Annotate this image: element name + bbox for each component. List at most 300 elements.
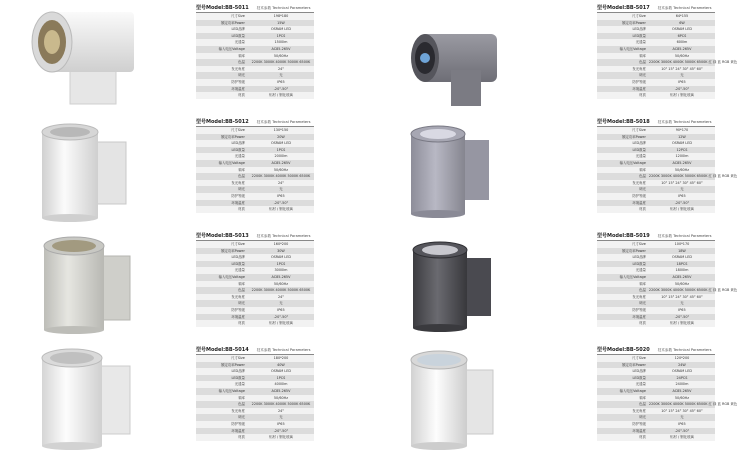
spec-value: 50/60Hz: [674, 53, 689, 58]
spec-label: LED数量: [231, 147, 245, 152]
spec-label: 防护等级: [632, 421, 646, 426]
params-header: 技术参数 Technical Parameters: [256, 234, 311, 238]
spec-value: 3000lm: [274, 268, 288, 273]
spec-label: 频率: [639, 53, 646, 58]
spec-value: 无: [680, 301, 684, 306]
spec-label: 环境温度: [632, 86, 646, 91]
spec-value: 120*200: [674, 356, 690, 360]
model-title: 型号Model:BB-5013: [196, 233, 249, 239]
spec-value: OSRAM LED: [270, 141, 291, 146]
spec-row: [196, 59, 314, 66]
spec-table: [196, 118, 314, 213]
spec-row: [196, 86, 314, 93]
spec-value: IP65: [277, 421, 285, 426]
spec-label: 环境温度: [231, 314, 245, 319]
spec-value: 198*180: [273, 14, 289, 18]
spec-label: 光通量: [635, 40, 646, 45]
spec-row: [597, 294, 715, 301]
spec-label: LED数量: [231, 375, 245, 380]
spec-value: 6PCS: [677, 33, 687, 38]
spec-row: [597, 368, 715, 375]
spec-row: [597, 140, 715, 147]
spec-table: [196, 232, 314, 327]
spec-label: 发光角度: [231, 408, 245, 413]
spec-value: 无: [279, 187, 283, 192]
spec-label: 材质: [238, 435, 245, 440]
spec-value: 160*200: [273, 242, 289, 246]
spec-row: [597, 160, 715, 167]
spec-value: 铝材 / 钢化玻璃: [670, 321, 694, 326]
spec-value: 铝材 / 钢化玻璃: [670, 93, 694, 98]
spec-table: [196, 346, 314, 441]
spec-value: 180*200: [273, 356, 289, 360]
spec-label: 频率: [238, 53, 245, 58]
spec-value: OSRAM LED: [671, 141, 692, 146]
product-bb-5019: [369, 228, 738, 342]
spec-label: 色温: [238, 60, 245, 65]
spec-row: [597, 274, 715, 281]
spec-row: [597, 355, 715, 362]
spec-value: 1PCS: [276, 147, 286, 152]
spec-row: [196, 241, 314, 248]
spec-value: AC85-265V: [672, 160, 692, 165]
spec-label: 材质: [238, 321, 245, 326]
spec-row: [597, 33, 715, 40]
product-bb-5020: [369, 342, 738, 456]
spec-label: LED品牌: [632, 27, 646, 32]
spec-rows: [196, 13, 314, 99]
spec-label: 防护等级: [632, 79, 646, 84]
spec-label: 环境温度: [231, 86, 245, 91]
spec-row: [196, 300, 314, 307]
spec-row: [597, 300, 715, 307]
spec-label: 额定功率Power: [221, 134, 245, 139]
spec-value: AC85-265V: [271, 274, 291, 279]
spec-row: [597, 92, 715, 99]
spec-value: 10° 15° 24° 30° 45° 60°: [661, 294, 703, 299]
spec-row: [597, 13, 715, 20]
spec-value: AC85-265V: [271, 46, 291, 51]
spec-row: [597, 86, 715, 93]
product-bb-5017: [369, 0, 738, 114]
spec-row: [597, 193, 715, 200]
spec-value: 10° 15° 24° 30° 45° 60°: [661, 66, 703, 71]
spec-row: [597, 241, 715, 248]
spec-value: IP65: [277, 79, 285, 84]
spec-label: 环境温度: [632, 314, 646, 319]
spec-table: [597, 232, 738, 327]
spec-rows: [196, 241, 314, 327]
spec-value: 18W: [678, 248, 686, 253]
spec-label: 环境温度: [632, 428, 646, 433]
spec-value: -20°-50°: [273, 86, 289, 91]
spec-row: [597, 186, 715, 193]
spec-label: 频率: [639, 167, 646, 172]
spec-value: OSRAM LED: [270, 27, 291, 32]
spec-rows: [597, 127, 738, 213]
spec-value: 15W: [277, 20, 285, 25]
spec-label: 光通量: [234, 382, 245, 387]
spec-row: [196, 193, 314, 200]
spec-row: [196, 267, 314, 274]
spec-value: 64*155: [675, 14, 689, 18]
spec-value: 铝材 / 钢化玻璃: [269, 321, 293, 326]
spec-row: [597, 79, 715, 86]
spec-value: -20°-50°: [273, 200, 289, 205]
spec-row: [196, 180, 314, 187]
spec-row: [597, 362, 715, 369]
spec-label: 色温: [238, 288, 245, 293]
spec-value: 90*170: [675, 128, 689, 132]
spec-row: [196, 33, 314, 40]
spec-label: LED品牌: [632, 141, 646, 146]
spec-row: [196, 13, 314, 20]
model-title: 型号Model:BB-5012: [196, 119, 249, 125]
spec-value: IP65: [678, 79, 686, 84]
spec-value: -20°-50°: [674, 200, 690, 205]
spec-value: OSRAM LED: [270, 255, 291, 260]
spec-label: 输入电压Voltage: [218, 160, 245, 165]
spec-row: [196, 134, 314, 141]
spec-label: 色温: [639, 174, 646, 179]
spec-row: [597, 381, 715, 388]
spec-label: 光通量: [234, 40, 245, 45]
spec-label: 调光: [639, 301, 646, 306]
spec-label: 发光角度: [231, 294, 245, 299]
spec-value: 12PCS: [676, 147, 688, 152]
spec-value: OSRAM LED: [671, 27, 692, 32]
spec-label: LED品牌: [632, 369, 646, 374]
cylinder-wall-light-photo: [391, 118, 511, 222]
spec-row: [597, 134, 715, 141]
params-header: 技术参数 Technical Parameters: [256, 120, 311, 124]
spec-rows: [597, 355, 738, 441]
spec-label: 材质: [639, 93, 646, 98]
spec-row: [196, 20, 314, 27]
spec-label: 频率: [238, 167, 245, 172]
spec-label: 发光角度: [632, 408, 646, 413]
spec-label: 发光角度: [231, 66, 245, 71]
spec-row: [196, 79, 314, 86]
spec-label: 材质: [639, 321, 646, 326]
spec-value: 2200K 3000K 4000K 5000K 6500K 红 绿 蓝 RGB 黄色: [648, 288, 738, 293]
spec-value: IP65: [277, 193, 285, 198]
spec-value: 铝材 / 钢化玻璃: [670, 435, 694, 440]
spec-label: 色温: [639, 60, 646, 65]
spec-label: 防护等级: [231, 193, 245, 198]
spec-label: 光通量: [234, 268, 245, 273]
spec-label: 材质: [639, 207, 646, 212]
spec-label: 调光: [238, 301, 245, 306]
spec-value: 铝材 / 钢化玻璃: [269, 93, 293, 98]
spec-value: AC85-265V: [672, 274, 692, 279]
spec-row: [196, 248, 314, 255]
spec-label: 输入电压Voltage: [619, 46, 646, 51]
spec-value: -20°-50°: [273, 428, 289, 433]
model-title: 型号Model:BB-5019: [597, 233, 650, 239]
spec-value: 20W: [277, 134, 285, 139]
spec-value: 24°: [277, 180, 284, 185]
spec-value: 无: [279, 73, 283, 78]
spec-label: 额定功率Power: [622, 20, 646, 25]
spec-label: 额定功率Power: [622, 362, 646, 367]
spec-label: 额定功率Power: [221, 362, 245, 367]
spec-row: [196, 186, 314, 193]
spec-row: [597, 180, 715, 187]
spec-row: [196, 92, 314, 99]
spec-value: 50/60Hz: [674, 167, 689, 172]
spec-row: [196, 355, 314, 362]
spec-row: [597, 421, 715, 428]
spec-label: 色温: [639, 402, 646, 407]
model-title: 型号Model:BB-5011: [196, 5, 249, 11]
spec-value: 1800lm: [675, 268, 689, 273]
spec-value: -20°-50°: [273, 314, 289, 319]
spec-value: -20°-50°: [674, 314, 690, 319]
params-header: 技术参数 Technical Parameters: [657, 120, 712, 124]
spec-value: OSRAM LED: [270, 369, 291, 374]
spec-label: 频率: [639, 281, 646, 286]
spec-row: [597, 388, 715, 395]
spec-row: [196, 281, 314, 288]
spec-value: 2200K 3000K 4000K 5000K 6500K: [251, 174, 311, 179]
spec-value: 24PCS: [676, 375, 688, 380]
spec-label: LED品牌: [632, 255, 646, 260]
spec-row: [597, 200, 715, 207]
spec-value: 24°: [277, 66, 284, 71]
spec-row: [196, 320, 314, 327]
spec-value: 1500lm: [274, 40, 288, 45]
spec-row: [597, 46, 715, 53]
spec-value: 50/60Hz: [674, 281, 689, 286]
spec-value: 10° 15° 24° 30° 45° 60°: [661, 180, 703, 185]
spec-row: [196, 401, 314, 408]
spec-value: 600lm: [676, 40, 688, 45]
spec-value: 4000lm: [274, 382, 288, 387]
product-bb-5012: [0, 114, 369, 228]
spec-label: 调光: [238, 187, 245, 192]
spec-row: [196, 200, 314, 207]
spec-value: 40W: [277, 362, 285, 367]
spec-label: 发光角度: [632, 294, 646, 299]
spec-row: [196, 294, 314, 301]
spec-row: [597, 408, 715, 415]
spec-row: [597, 314, 715, 321]
spec-value: 50/60Hz: [273, 395, 288, 400]
spec-value: 2200K 3000K 4000K 5000K 6500K 红 绿 蓝 RGB 黄色: [648, 174, 738, 179]
spec-row: [597, 261, 715, 268]
spec-row: [597, 26, 715, 33]
spec-row: [597, 307, 715, 314]
spec-row: [196, 206, 314, 213]
spec-row: [196, 434, 314, 441]
spec-value: 50/60Hz: [273, 281, 288, 286]
spec-label: 材质: [639, 435, 646, 440]
spec-value: 无: [279, 301, 283, 306]
spec-value: 铝材 / 钢化玻璃: [269, 207, 293, 212]
spec-row: [196, 388, 314, 395]
spec-row: [196, 314, 314, 321]
cylinder-wall-light-photo: [22, 232, 142, 336]
model-title: 型号Model:BB-5014: [196, 347, 249, 353]
spec-row: [597, 127, 715, 134]
spec-value: AC85-265V: [672, 46, 692, 51]
spec-row: [196, 26, 314, 33]
spec-label: LED品牌: [231, 255, 245, 260]
product-bb-5011: [0, 0, 369, 114]
spec-value: 2200K 3000K 4000K 5000K 6500K: [251, 60, 311, 65]
model-title: 型号Model:BB-5020: [597, 347, 650, 353]
spec-row: [196, 167, 314, 174]
spec-row: [196, 421, 314, 428]
spec-value: 50/60Hz: [273, 167, 288, 172]
spec-rows: [597, 13, 738, 99]
spec-row: [597, 39, 715, 46]
spec-row: [597, 428, 715, 435]
spec-table: [196, 4, 314, 99]
spec-row: [597, 320, 715, 327]
spec-table: [597, 346, 738, 441]
spec-label: 额定功率Power: [221, 20, 245, 25]
spec-label: 防护等级: [231, 307, 245, 312]
spec-value: 50/60Hz: [674, 395, 689, 400]
spec-value: 2200K 3000K 4000K 5000K 6500K: [251, 288, 311, 293]
spec-label: 材质: [238, 93, 245, 98]
spec-label: LED数量: [632, 33, 646, 38]
spec-row: [196, 362, 314, 369]
spec-row: [196, 254, 314, 261]
params-header: 技术参数 Technical Parameters: [256, 6, 311, 10]
spec-label: 尺寸Size: [231, 128, 245, 132]
spec-label: 尺寸Size: [632, 128, 646, 132]
spec-value: 100*170: [674, 242, 690, 246]
spec-row: [597, 401, 738, 408]
spec-value: 6W: [679, 20, 685, 25]
spec-row: [196, 428, 314, 435]
spec-label: 环境温度: [632, 200, 646, 205]
spec-value: 2000lm: [274, 154, 288, 159]
spec-row: [597, 53, 715, 60]
spec-label: 色温: [639, 288, 646, 293]
spec-row: [196, 287, 314, 294]
spec-table: [597, 118, 738, 213]
spec-row: [196, 147, 314, 154]
spec-label: 尺寸Size: [231, 242, 245, 246]
spec-label: LED数量: [632, 147, 646, 152]
spec-row: [597, 375, 715, 382]
params-header: 技术参数 Technical Parameters: [256, 348, 311, 352]
spec-row: [196, 127, 314, 134]
params-header: 技术参数 Technical Parameters: [657, 6, 712, 10]
spec-label: 色温: [238, 402, 245, 407]
spec-label: 调光: [639, 187, 646, 192]
spec-label: 调光: [238, 73, 245, 78]
spec-row: [196, 46, 314, 53]
spec-label: 调光: [639, 415, 646, 420]
spec-value: IP65: [678, 421, 686, 426]
spec-row: [196, 375, 314, 382]
spec-label: 频率: [238, 395, 245, 400]
spec-row: [597, 414, 715, 421]
spec-row: [196, 153, 314, 160]
spec-value: -20°-50°: [674, 428, 690, 433]
spec-value: 30W: [277, 248, 285, 253]
spec-row: [196, 395, 314, 402]
spec-label: 额定功率Power: [622, 134, 646, 139]
spec-value: OSRAM LED: [671, 255, 692, 260]
spec-label: 光通量: [234, 154, 245, 159]
spec-label: LED品牌: [231, 141, 245, 146]
spec-value: IP65: [678, 307, 686, 312]
spec-label: LED数量: [231, 261, 245, 266]
spec-value: 2200K 3000K 4000K 5000K 6500K: [251, 402, 311, 407]
spec-row: [597, 434, 715, 441]
spec-value: 1PCS: [276, 261, 286, 266]
spec-value: AC85-265V: [271, 388, 291, 393]
spec-label: 输入电压Voltage: [619, 388, 646, 393]
spec-label: 频率: [639, 395, 646, 400]
spec-label: 尺寸Size: [231, 14, 245, 18]
spec-label: 环境温度: [231, 200, 245, 205]
spec-value: 铝材 / 钢化玻璃: [269, 435, 293, 440]
spec-label: 光通量: [635, 154, 646, 159]
spec-value: 铝材 / 钢化玻璃: [670, 207, 694, 212]
model-title: 型号Model:BB-5018: [597, 119, 650, 125]
spec-label: LED数量: [231, 33, 245, 38]
spec-label: 防护等级: [231, 421, 245, 426]
spec-value: 无: [680, 73, 684, 78]
spec-value: 10° 15° 24° 30° 45° 60°: [661, 408, 703, 413]
spec-value: 24°: [277, 408, 284, 413]
spec-row: [196, 414, 314, 421]
spec-label: 防护等级: [231, 79, 245, 84]
spec-label: 额定功率Power: [221, 248, 245, 253]
spec-label: 额定功率Power: [622, 248, 646, 253]
spec-row: [597, 20, 715, 27]
spec-rows: [196, 127, 314, 213]
spec-label: 光通量: [635, 268, 646, 273]
spec-value: 24°: [277, 294, 284, 299]
spec-label: 输入电压Voltage: [218, 46, 245, 51]
cylinder-wall-light-photo: [22, 118, 142, 222]
spec-row: [597, 167, 715, 174]
spec-row: [597, 267, 715, 274]
spec-label: 输入电压Voltage: [218, 388, 245, 393]
spec-label: 色温: [238, 174, 245, 179]
spec-value: 12W: [678, 134, 686, 139]
cylinder-wall-light-photo: [22, 4, 142, 108]
spec-row: [196, 173, 314, 180]
spec-row: [597, 147, 715, 154]
spec-row: [196, 274, 314, 281]
spec-value: -20°-50°: [674, 86, 690, 91]
model-title: 型号Model:BB-5017: [597, 5, 650, 11]
spec-row: [597, 248, 715, 255]
spec-label: LED数量: [632, 375, 646, 380]
spec-label: 发光角度: [231, 180, 245, 185]
product-bb-5018: [369, 114, 738, 228]
cylinder-wall-light-photo: [391, 4, 511, 108]
cylinder-wall-light-photo: [22, 346, 142, 450]
spec-row: [196, 408, 314, 415]
spec-value: OSRAM LED: [671, 369, 692, 374]
spec-value: AC85-265V: [672, 388, 692, 393]
spec-row: [196, 140, 314, 147]
spec-row: [196, 307, 314, 314]
spec-row: [597, 287, 738, 294]
spec-label: 发光角度: [632, 180, 646, 185]
spec-value: 50/60Hz: [273, 53, 288, 58]
